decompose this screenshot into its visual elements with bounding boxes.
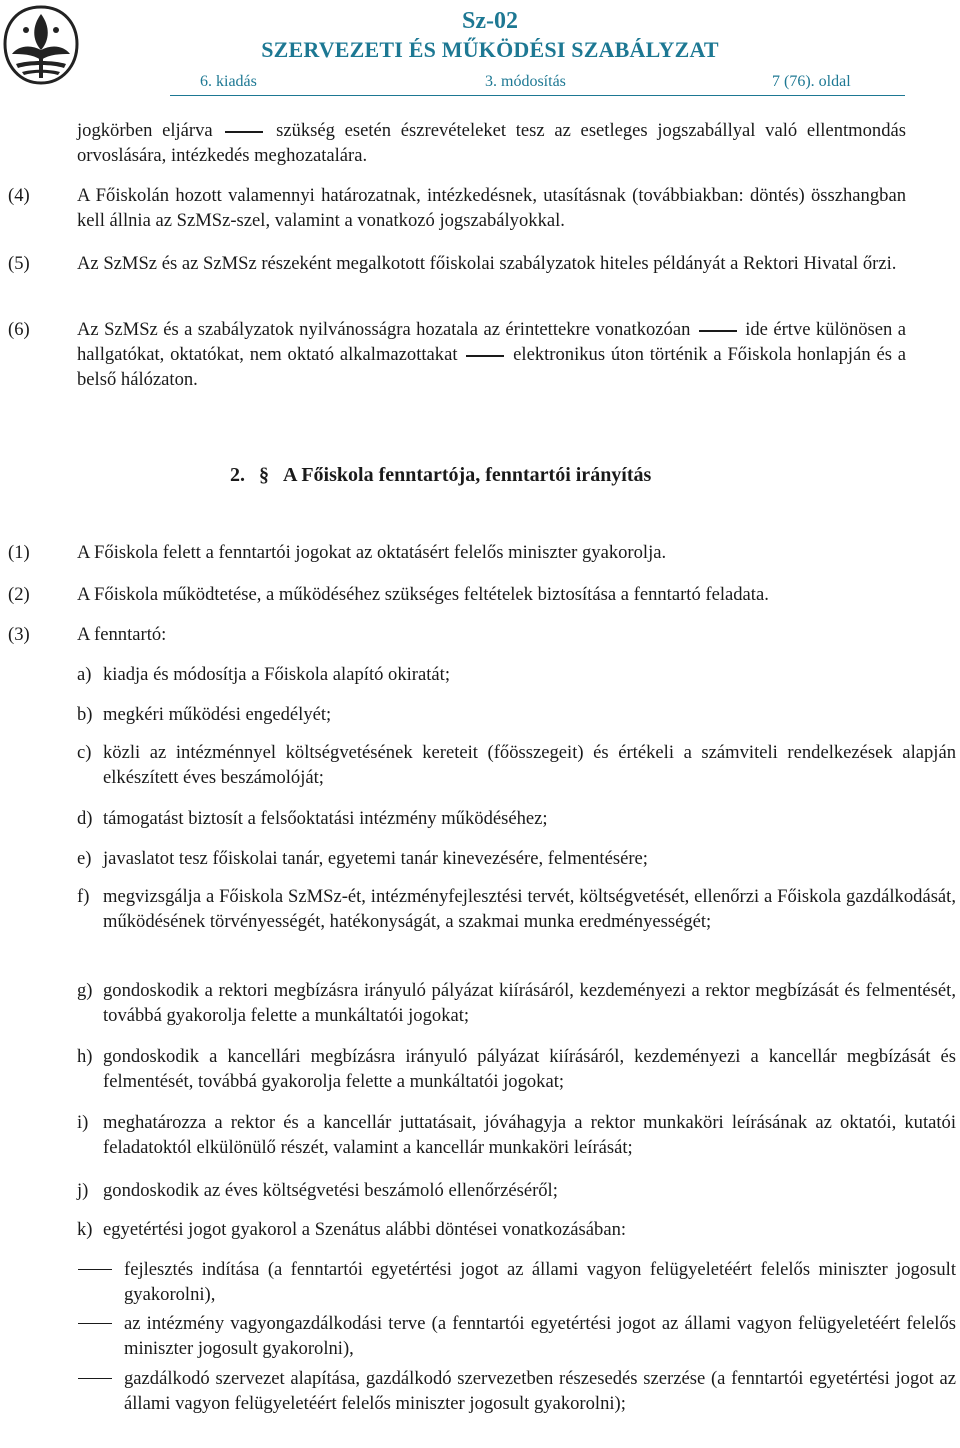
paragraph-text-part: Az SzMSz és a szabályzatok nyilvánosságra hozatala az érintettekre vonatkozóan	[77, 319, 691, 340]
paragraph-number: (4)	[8, 185, 30, 206]
document-title: SZERVEZETI ÉS MŰKÖDÉSI SZABÁLYZAT	[261, 37, 719, 62]
section-heading	[230, 464, 665, 487]
bullet-dash	[78, 1323, 112, 1324]
paragraph-text: A fenntartó:	[77, 624, 167, 645]
section-symbol: §	[259, 464, 269, 486]
section-number: 2.	[230, 464, 245, 486]
list-item-text: gondoskodik a rektori megbízásra irányuló pályázat kiírásáról, kezdeményezi a rektor megbízását és felmentését, továbbá gyakorolja felette a munkáltatói jogokat;	[103, 980, 956, 1026]
sub-item-text: fejlesztés indítása (a fenntartói egyetértési jogot az állami vagyon felügyeletéért felelős miniszter jogosult gyakorolni),	[124, 1259, 956, 1305]
institution-logo-icon	[2, 4, 80, 86]
page-number: 7 (76). oldal	[772, 73, 851, 90]
section-title-text: A Főiskola fenntartója, fenntartói irányítás	[283, 464, 652, 486]
list-item-label: e)	[77, 848, 92, 869]
em-dash	[225, 131, 263, 133]
bullet-dash	[78, 1378, 112, 1379]
paragraph-text: A Főiskola működtetése, a működéséhez szükséges feltételek biztosítása a fenntartó feladata.	[77, 584, 769, 605]
paragraph-text	[77, 317, 906, 392]
intro-text-2: szükség esetén észrevételeket tesz az esetleges jogszabállyal való ellentmondás orvoslására, intézkedés meghozatalára.	[77, 120, 906, 166]
list-item-text: egyetértési jogot gyakorol a Szenátus alábbi döntései vonatkozásában:	[103, 1219, 627, 1240]
paragraph-number: (6)	[8, 319, 30, 340]
list-item-label: i)	[77, 1112, 89, 1133]
list-item-text: közli az intézménnyel költségvetésének kereteit (főösszegeit) és értékeli a számviteli rendelkezések alapján elkészített éves beszámolóját;	[103, 742, 956, 788]
list-item-label: d)	[77, 808, 93, 829]
intro-paragraph	[77, 118, 906, 168]
list-item-label: b)	[77, 704, 93, 725]
paragraph-text: A Főiskolán hozott valamennyi határozatnak, intézkedésnek, utasításnak (továbbiakban: döntés) összhangban kell állnia az SzMSz-szel, valamint a vonatkozó jogszabályokkal.	[77, 185, 906, 231]
list-item-label: g)	[77, 980, 93, 1001]
list-item-label: j)	[77, 1180, 89, 1201]
paragraph-text-part: ide értve különösen a hallgatókat, oktatókat, nem oktató alkalmazottakat	[77, 319, 906, 365]
intro-text-1: jogkörben eljárva	[77, 120, 213, 141]
list-item-label: f)	[77, 886, 90, 907]
header-divider	[170, 95, 905, 96]
list-item-text: javaslatot tesz főiskolai tanár, egyetemi tanár kinevezésére, felmentésére;	[103, 848, 648, 869]
bullet-dash	[78, 1269, 112, 1270]
paragraph-number: (5)	[8, 253, 30, 274]
list-item-label: k)	[77, 1219, 93, 1240]
list-item-text: gondoskodik az éves költségvetési beszámoló ellenőrzéséről;	[103, 1180, 558, 1201]
list-item-text: megvizsgálja a Főiskola SzMSz-ét, intézményfejlesztési tervét, költségvetését, ellenőrzi a Főiskola gazdálkodását, működésének törvényességét, hatékonyságát, a szakmai munka eredményességét;	[103, 886, 956, 932]
sub-item-text: az intézmény vagyongazdálkodási terve (a fenntartói egyetértési jogot az állami vagyon felügyeletéért felelős miniszter jogosult gyakorolni),	[124, 1313, 956, 1359]
paragraph-number: (1)	[8, 542, 30, 563]
em-dash	[699, 330, 737, 332]
document-code: Sz-02	[462, 8, 518, 34]
edition-label: 6. kiadás	[200, 73, 257, 90]
list-item-text: megkéri működési engedélyét;	[103, 704, 332, 725]
paragraph-text-part: elektronikus úton történik a Főiskola honlapján és a belső hálózaton.	[77, 344, 906, 390]
list-item-text: támogatást biztosít a felsőoktatási intézmény működéséhez;	[103, 808, 548, 829]
modification-label: 3. módosítás	[485, 73, 566, 90]
paragraph-number: (3)	[8, 624, 30, 645]
list-item-text: gondoskodik a kancellári megbízásra irányuló pályázat kiírásáról, kezdeményezi a kancellár megbízását és felmentését, továbbá gyakorolja felette a munkáltatói jogokat;	[103, 1046, 956, 1092]
list-item-label: h)	[77, 1046, 93, 1067]
em-dash	[466, 355, 504, 357]
list-item-text: meghatározza a rektor és a kancellár juttatásait, jóváhagyja a rektor munkaköri leírásának az oktatói, kutatói feladatoktól elkülönülő részét, valamint a kancellár munkaköri leírását;	[103, 1112, 956, 1158]
paragraph-text: A Főiskola felett a fenntartói jogokat az oktatásért felelős miniszter gyakorolja.	[77, 542, 667, 563]
sub-item-text: gazdálkodó szervezet alapítása, gazdálkodó szervezetben részesedés szerzése (a fenntartói egyetértési jogot az állami vagyon felügyeletéért felelős miniszter jogosult gyakorolni);	[124, 1368, 956, 1414]
paragraph-text: Az SzMSz és az SzMSz részeként megalkotott főiskolai szabályzatok hiteles példányát a Rektori Hivatal őrzi.	[77, 253, 897, 274]
list-item-label: a)	[77, 664, 92, 685]
paragraph-number: (2)	[8, 584, 30, 605]
list-item-text: kiadja és módosítja a Főiskola alapító okiratát;	[103, 664, 451, 685]
list-item-label: c)	[77, 742, 92, 763]
